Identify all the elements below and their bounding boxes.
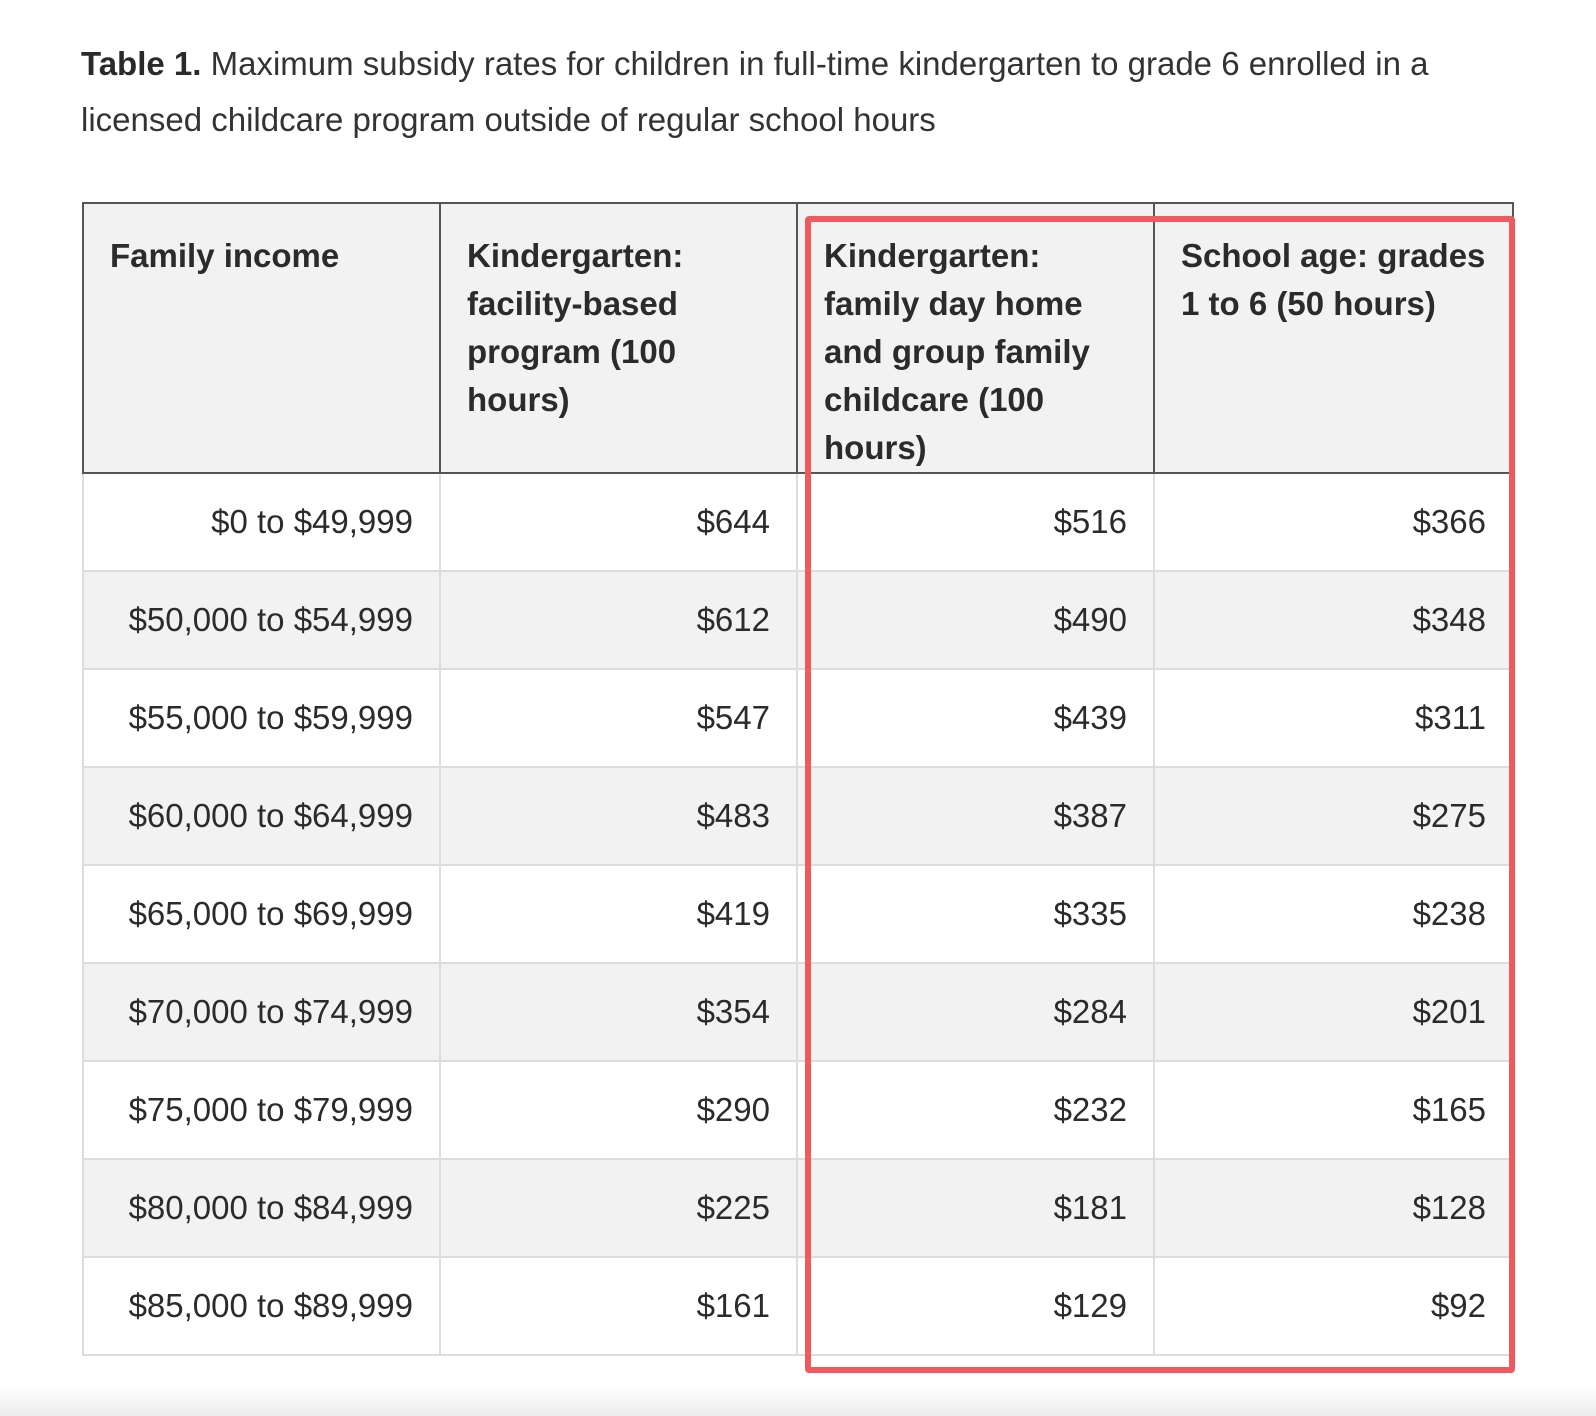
income-cell: $75,000 to $79,999: [83, 1061, 440, 1159]
table-row: [83, 1159, 1513, 1257]
school-age-rate-cell: $348: [1154, 571, 1513, 669]
income-cell: $70,000 to $74,999: [83, 963, 440, 1061]
table-row: [83, 669, 1513, 767]
family-home-rate-cell: $387: [797, 767, 1154, 865]
table-caption: [81, 36, 1521, 148]
table-row: [83, 571, 1513, 669]
header-kindergarten-family-day-home: Kindergarten: family day home and group family childcare (100 hours): [797, 203, 1154, 473]
income-cell: $55,000 to $59,999: [83, 669, 440, 767]
income-cell: $50,000 to $54,999: [83, 571, 440, 669]
income-cell: $80,000 to $84,999: [83, 1159, 440, 1257]
table-header-row: [83, 203, 1513, 473]
school-age-rate-cell: $128: [1154, 1159, 1513, 1257]
facility-rate-cell: $161: [440, 1257, 797, 1355]
school-age-rate-cell: $311: [1154, 669, 1513, 767]
income-cell: $60,000 to $64,999: [83, 767, 440, 865]
table-row: [83, 767, 1513, 865]
facility-rate-cell: $419: [440, 865, 797, 963]
school-age-rate-cell: $92: [1154, 1257, 1513, 1355]
facility-rate-cell: $644: [440, 473, 797, 571]
family-home-rate-cell: $129: [797, 1257, 1154, 1355]
header-kindergarten-facility: Kindergarten: facility-based program (100 hours): [440, 203, 797, 473]
table-row: [83, 1257, 1513, 1355]
family-home-rate-cell: $335: [797, 865, 1154, 963]
header-family-income: Family income: [83, 203, 440, 473]
facility-rate-cell: $290: [440, 1061, 797, 1159]
income-cell: $0 to $49,999: [83, 473, 440, 571]
family-home-rate-cell: $181: [797, 1159, 1154, 1257]
family-home-rate-cell: $439: [797, 669, 1154, 767]
header-school-age: School age: grades 1 to 6 (50 hours): [1154, 203, 1513, 473]
family-home-rate-cell: $232: [797, 1061, 1154, 1159]
subsidy-rates-table: [82, 202, 1514, 1356]
family-home-rate-cell: $516: [797, 473, 1154, 571]
caption-text: Maximum subsidy rates for children in full-time kindergarten to grade 6 enrolled in a licensed childcare program outside of regular school hours: [81, 45, 1429, 138]
family-home-rate-cell: $490: [797, 571, 1154, 669]
school-age-rate-cell: $275: [1154, 767, 1513, 865]
school-age-rate-cell: $165: [1154, 1061, 1513, 1159]
school-age-rate-cell: $238: [1154, 865, 1513, 963]
facility-rate-cell: $612: [440, 571, 797, 669]
facility-rate-cell: $483: [440, 767, 797, 865]
table-row: [83, 865, 1513, 963]
table-row: [83, 1061, 1513, 1159]
income-cell: $85,000 to $89,999: [83, 1257, 440, 1355]
school-age-rate-cell: $366: [1154, 473, 1513, 571]
family-home-rate-cell: $284: [797, 963, 1154, 1061]
facility-rate-cell: $354: [440, 963, 797, 1061]
facility-rate-cell: $547: [440, 669, 797, 767]
school-age-rate-cell: $201: [1154, 963, 1513, 1061]
income-cell: $65,000 to $69,999: [83, 865, 440, 963]
table-row: [83, 963, 1513, 1061]
facility-rate-cell: $225: [440, 1159, 797, 1257]
table-row: [83, 473, 1513, 571]
bottom-edge-shadow: [0, 1386, 1596, 1416]
caption-label: Table 1.: [81, 45, 202, 82]
